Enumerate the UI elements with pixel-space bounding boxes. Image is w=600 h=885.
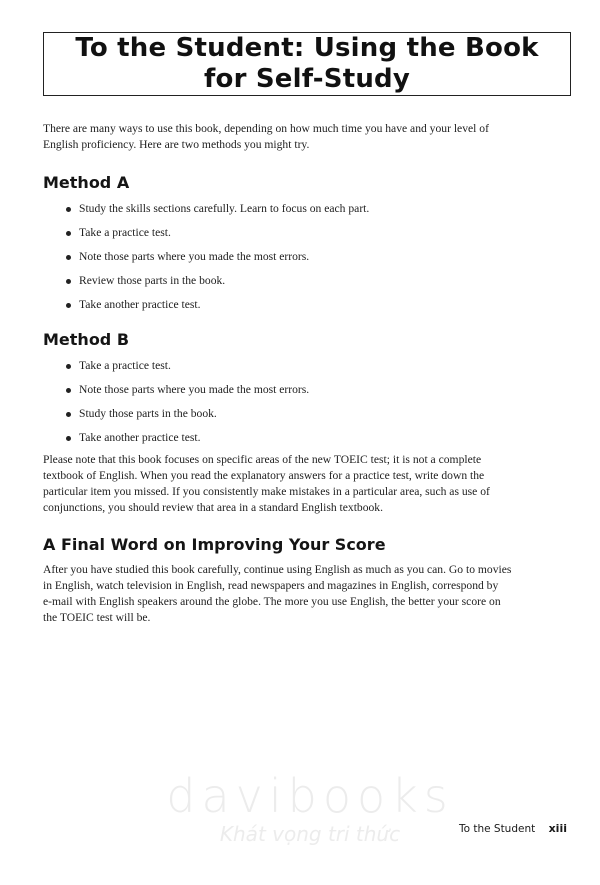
final-word-line: e-mail with English speakers around the globe. The more you use English, the better your score on <box>43 595 501 608</box>
list-item: Note those parts where you made the most errors. <box>64 249 369 273</box>
page-title-line-2: for Self-Study <box>204 64 410 94</box>
final-word-line: in English, watch television in English, read newspapers and magazines in English, correspond by <box>43 579 499 592</box>
final-word-line: After you have studied this book carefully, continue using English as much as you can. Go to movies <box>43 563 512 576</box>
list-item: Study the skills sections carefully. Learn to focus on each part. <box>64 201 369 225</box>
intro-line: There are many ways to use this book, depending on how much time you have and your level of <box>43 122 489 135</box>
method-b-heading: Method B <box>43 330 130 349</box>
list-item: Take another practice test. <box>64 297 369 321</box>
intro-paragraph <box>43 121 563 153</box>
title-box <box>43 32 571 96</box>
list-item: Take a practice test. <box>64 225 369 249</box>
list-item: Review those parts in the book. <box>64 273 369 297</box>
final-word-paragraph <box>43 562 563 626</box>
list-item: Note those parts where you made the most errors. <box>64 382 309 406</box>
method-a-list <box>64 201 369 321</box>
page-title-line-1: To the Student: Using the Book <box>75 33 539 63</box>
list-item: Take a practice test. <box>64 358 309 382</box>
method-a-heading: Method A <box>43 173 130 192</box>
footer-section: To the Student <box>458 823 536 835</box>
note-line: textbook of English. When you read the explanatory answers for a practice test, write down the <box>43 469 485 482</box>
note-paragraph <box>43 452 563 516</box>
note-line: conjunctions, you should review that area in a standard English textbook. <box>43 501 384 514</box>
page-number: xiii <box>548 822 567 835</box>
watermark-brand: davibooks <box>166 769 454 823</box>
note-line: particular item you missed. If you consistently make mistakes in a particular area, such as use of <box>43 485 490 498</box>
list-item: Study those parts in the book. <box>64 406 309 430</box>
final-word-heading: A Final Word on Improving Your Score <box>43 535 386 554</box>
note-line: Please note that this book focuses on specific areas of the new TOEIC test; it is not a complete <box>43 453 482 466</box>
watermark <box>160 770 460 846</box>
final-word-line: the TOEIC test will be. <box>43 611 151 624</box>
watermark-tagline: Khát vọng tri thức <box>219 822 401 846</box>
list-item: Take another practice test. <box>64 430 309 454</box>
page-footer <box>459 822 567 835</box>
intro-line: English proficiency. Here are two methods you might try. <box>43 138 310 151</box>
method-b-list <box>64 358 309 454</box>
